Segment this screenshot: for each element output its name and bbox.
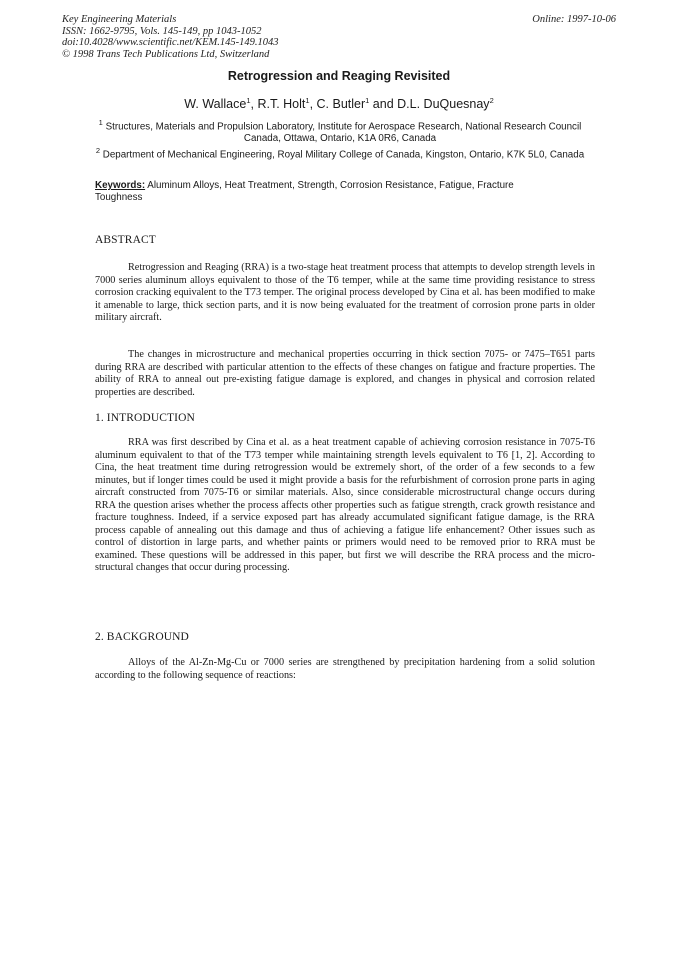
background-paragraph: Alloys of the Al-Zn-Mg-Cu or 7000 series are strengthened by precipitation hardening from a solid solution according to the following sequence of reactions: <box>95 657 595 681</box>
affiliation-mark: 1 <box>98 118 103 127</box>
publication-metadata <box>62 14 279 60</box>
background-heading: 2. BACKGROUND <box>95 631 189 643</box>
journal-name: Key Engineering Materials <box>62 14 177 25</box>
author-separator: , <box>250 97 258 112</box>
author-name: R.T. Holt <box>257 97 306 112</box>
abstract-heading: ABSTRACT <box>95 234 156 246</box>
author-list <box>0 96 678 111</box>
online-date: Online: 1997-10-06 <box>532 14 616 25</box>
introduction-paragraph: RRA was first described by Cina et al. as a heat treatment capable of achieving corrosion resistance in 7075-T6 aluminum equivalent to that of the T73 temper while maintaining strength levels equivalent to T6 [1, 2]. According to Cina, the heat treatment time during retrogression would be extremely short, of the order of a few seconds to a few minutes, but if longer times could be used it might provide a basis for the refurbishment of corrosion prone parts in aging aircraft constructed from 7075-T6 or similar materials. Also, since considerable microstructural change occurs during RRA the question arises whether the process affects other properties such as fatigue strength, crack growth resistance and fracture toughness. Indeed, if a service exposed part has already accumulated significant fatigue damage, is the RRA process capable of annealing out this damage and thus of achieving a fatigue life enhancement? Other issues such as control of distortion in large parts, and whether paints or primers would need to be removed prior to RRA must be examined. These questions will be addressed in this paper, but first we will describe the RRA process and the micro-structural changes that occur during processing. <box>95 437 595 573</box>
affiliation-2 <box>90 145 590 161</box>
affiliation-text: Structures, Materials and Propulsion Laboratory, Institute for Aerospace Research, National Research Council Canada, Ottawa, Ontario, K1A 0R6, Canada <box>105 121 582 145</box>
keywords-text: Aluminum Alloys, Heat Treatment, Strength, Corrosion Resistance, Fatigue, Fracture Toughness <box>95 180 514 203</box>
issn-line: ISSN: 1662-9795, Vols. 145-149, pp 1043-1052 <box>62 25 262 37</box>
doi-line[interactable]: doi:10.4028/www.scientific.net/KEM.145-149.1043 <box>62 37 279 48</box>
author-name: C. Butler <box>316 97 366 112</box>
abstract-paragraph-1: Retrogression and Reaging (RRA) is a two-stage heat treatment process that attempts to develop strength levels in 7000 series aluminum alloys equivalent to those of the T6 temper, while at the same time providing resistance to stress corrosion cracking equivalent to the T73 temper. The original process developed by Cina et al. has been modified to make it amenable to large, thick section parts, and it is now being evaluated for the treatment of corrosion prone parts in older military aircraft. <box>95 262 595 323</box>
affiliation-mark: 2 <box>95 146 101 155</box>
author-affil-mark: 1 <box>365 96 370 105</box>
author-name: W. Wallace <box>184 97 247 112</box>
affiliation-1 <box>90 117 590 145</box>
author-name: D.L. DuQuesnay <box>397 97 490 112</box>
abstract-paragraph-2: The changes in microstructure and mechanical properties occurring in thick section 7075- or 7475–T651 parts during RRA are described with particular attention to the effects of these changes on fatigue and fracture properties. The ability of RRA to anneal out pre-existing fatigue damage is explored, and changes in physical and corrosion related properties are described. <box>95 349 595 398</box>
author-separator: and <box>369 97 398 112</box>
copyright-line: © 1998 Trans Tech Publications Ltd, Switzerland <box>62 48 270 60</box>
paper-title: Retrogression and Reaging Revisited <box>227 69 451 83</box>
affiliation-text: Department of Mechanical Engineering, Royal Military College of Canada, Kingston, Ontario, K7K 5L0, Canada <box>102 149 585 161</box>
keywords <box>95 180 563 203</box>
introduction-heading: 1. INTRODUCTION <box>95 412 195 424</box>
keywords-label: Keywords: <box>95 180 146 191</box>
author-separator: , <box>309 97 317 112</box>
author-affil-mark: 2 <box>489 96 494 105</box>
author-affil-mark: 1 <box>305 96 310 105</box>
author-affil-mark: 1 <box>246 96 251 105</box>
